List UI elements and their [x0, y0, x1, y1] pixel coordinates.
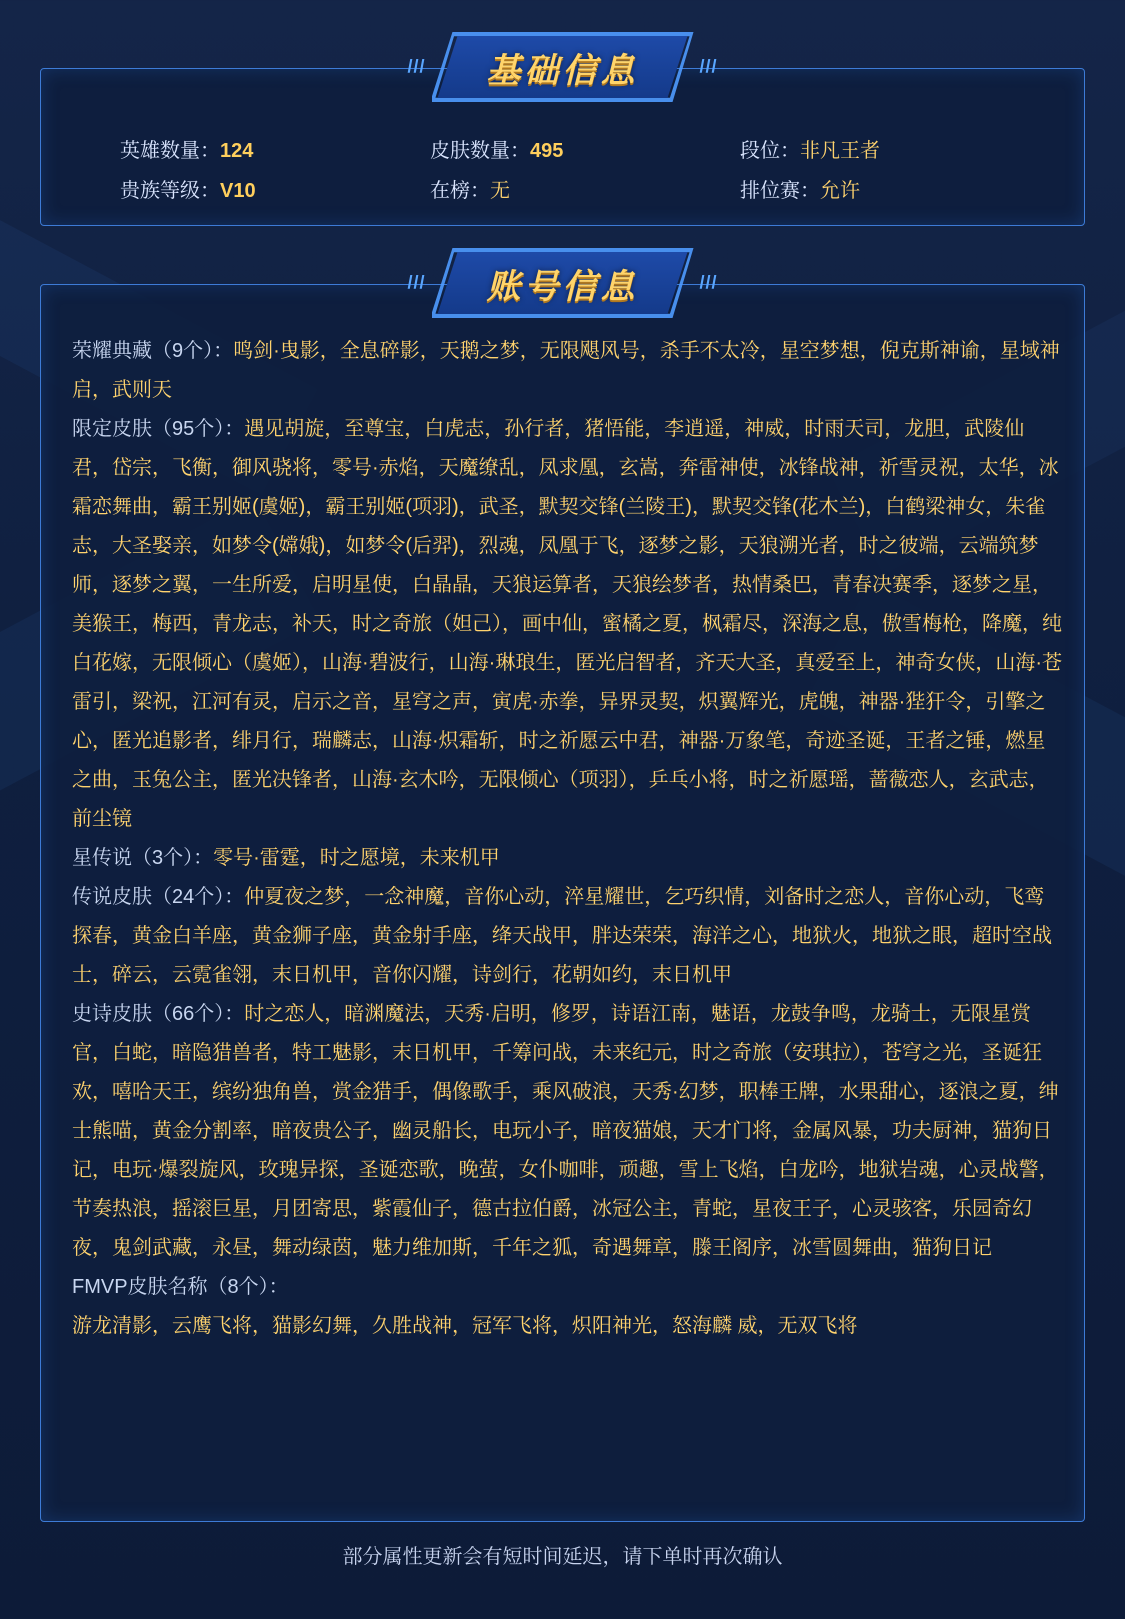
footer-note: 部分属性更新会有短时间延迟，请下单时再次确认: [342, 1546, 783, 1568]
basic-info-title-badge: [407, 36, 718, 98]
account-info-title: 账号信息: [486, 267, 639, 306]
account-info-title-badge: [407, 252, 718, 314]
section-legend-skins: 传说皮肤（24个）：仲夏夜之梦，一念神魔，音你心动，淬星耀世，乞巧织情，刘备时之恋人，音你心动，飞鸾探春，黄金白羊座，黄金狮子座，黄金射手座，绛天战甲，胖达荣荣，海洋之心，地狱火，地狱之眼，超时空战士，碎云，云霓雀翎，末日机甲，音你闪耀，诗剑行，花朝如约，末日机甲: [72, 886, 1052, 986]
rank-tier: 段位：非凡王者: [740, 139, 880, 162]
decor-slashes: ///: [407, 272, 426, 293]
hero-count: 英雄数量：124: [120, 139, 254, 162]
skin-count: 皮肤数量：495: [430, 139, 564, 162]
section-glory-collection: 荣耀典藏（9个）：鸣剑·曳影，全息碎影，天鹅之梦，无限飓风号，杀手不太冷，星空梦想，倪克斯神谕，星域神启，武则天: [72, 340, 1060, 401]
decor-slashes: ///: [407, 56, 426, 77]
section-star-legend: 星传说（3个）：零号·雷霆，时之愿境，未来机甲: [72, 847, 500, 869]
section-limited-skins: 限定皮肤（95个）：遇见胡旋，至尊宝，白虎志，孙行者，猪悟能，李逍遥，神威，时雨天司，龙胆，武陵仙君，岱宗，飞衡，御风骁将，零号·赤焰，天魔缭乱，凤求凰，玄嵩，奔雷神使，冰锋战神，祈雪灵祝，太华，冰霜恋舞曲，霸王别姬(虞姬)，霸王别姬(项羽)，武圣，默契交锋(兰陵王)，默契交锋(花木兰)，白鹤梁神女，朱雀志，大圣娶亲，如梦令(嫦娥)，如梦令(后羿)，烈魂，凤凰于飞，逐梦之影，天狼溯光者，时之彼端，云端筑梦师，逐梦之翼，一生所爱，启明星使，白晶晶，天狼运算者，天狼绘梦者，热情桑巴，青春决赛季，逐梦之星，美猴王，梅西，青龙志，补天，时之奇旅（妲己），画中仙，蜜橘之夏，枫霜尽，深海之息，傲雪梅枪，降魔，纯白花嫁，无限倾心（虞姬），山海·碧波行，山海·琳琅生，匿光启智者，齐天大圣，真爱至上，神奇女侠，山海·苍雷引，梁祝，江河有灵，启示之音，星穹之声，寅虎·赤拳，异界灵契，炽翼辉光，虎魄，神器·狴犴令，引擎之心，匿光追影者，绯月行，瑞麟志，山海·炽霜斩，时之祈愿云中君，神器·万象笔，奇迹圣诞，王者之锤，燃星之曲，玉兔公主，匿光决锋者，山海·玄木吟，无限倾心（项羽），乒乓小将，时之祈愿瑶，蔷薇恋人，玄武志，前尘镜: [72, 418, 1062, 830]
decor-slashes: ///: [699, 56, 718, 77]
basic-info-row: [120, 168, 1080, 208]
noble-level: 贵族等级：V10: [120, 179, 256, 202]
section-epic-skins: 史诗皮肤（66个）：时之恋人，暗渊魔法，天秀·启明，修罗，诗语江南，魅语，龙鼓争鸣，龙骑士，无限星赏官，白蛇，暗隐猎兽者，特工魅影，末日机甲，千筹问战，未来纪元，时之奇旅（安琪拉），苍穹之光，圣诞狂欢，嘻哈天王，缤纷独角兽，赏金猎手，偶像歌手，乘风破浪，天秀·幻梦，职棒王牌，水果甜心，逐浪之夏，绅士熊喵，黄金分割率，暗夜贵公子，幽灵船长，电玩小子，暗夜猫娘，天才门将，金属风暴，功夫厨神，猫狗日记，电玩·爆裂旋风，玫瑰异探，圣诞恋歌，晚萤，女仆咖啡，顽趣，雪上飞焰，白龙吟，地狱岩魂，心灵战警，节奏热浪，摇滚巨星，月团寄思，紫霞仙子，德古拉伯爵，冰冠公主，青蛇，星夜王子，心灵骇客，乐园奇幻夜，鬼剑武藏，永昼，舞动绿茵，魅力维加斯，千年之狐，奇遇舞章，滕王阁序，冰雪圆舞曲，猫狗日记: [72, 1003, 1059, 1259]
basic-info-grid: [120, 128, 1080, 208]
section-fmvp-skins: FMVP皮肤名称（8个）： 游龙清影，云鹰飞将，猫影幻舞，久胜战神，冠军飞将，炽阳神光，怒海麟 威，无双飞将: [72, 1276, 858, 1337]
ranked-match-status: 排位赛：允许: [740, 179, 860, 202]
leaderboard-status: 在榜：无: [430, 179, 510, 202]
basic-info-title: 基础信息: [486, 51, 639, 90]
decor-slashes: ///: [699, 272, 718, 293]
account-info-body: [72, 332, 1062, 1346]
basic-info-row: [120, 128, 1080, 168]
